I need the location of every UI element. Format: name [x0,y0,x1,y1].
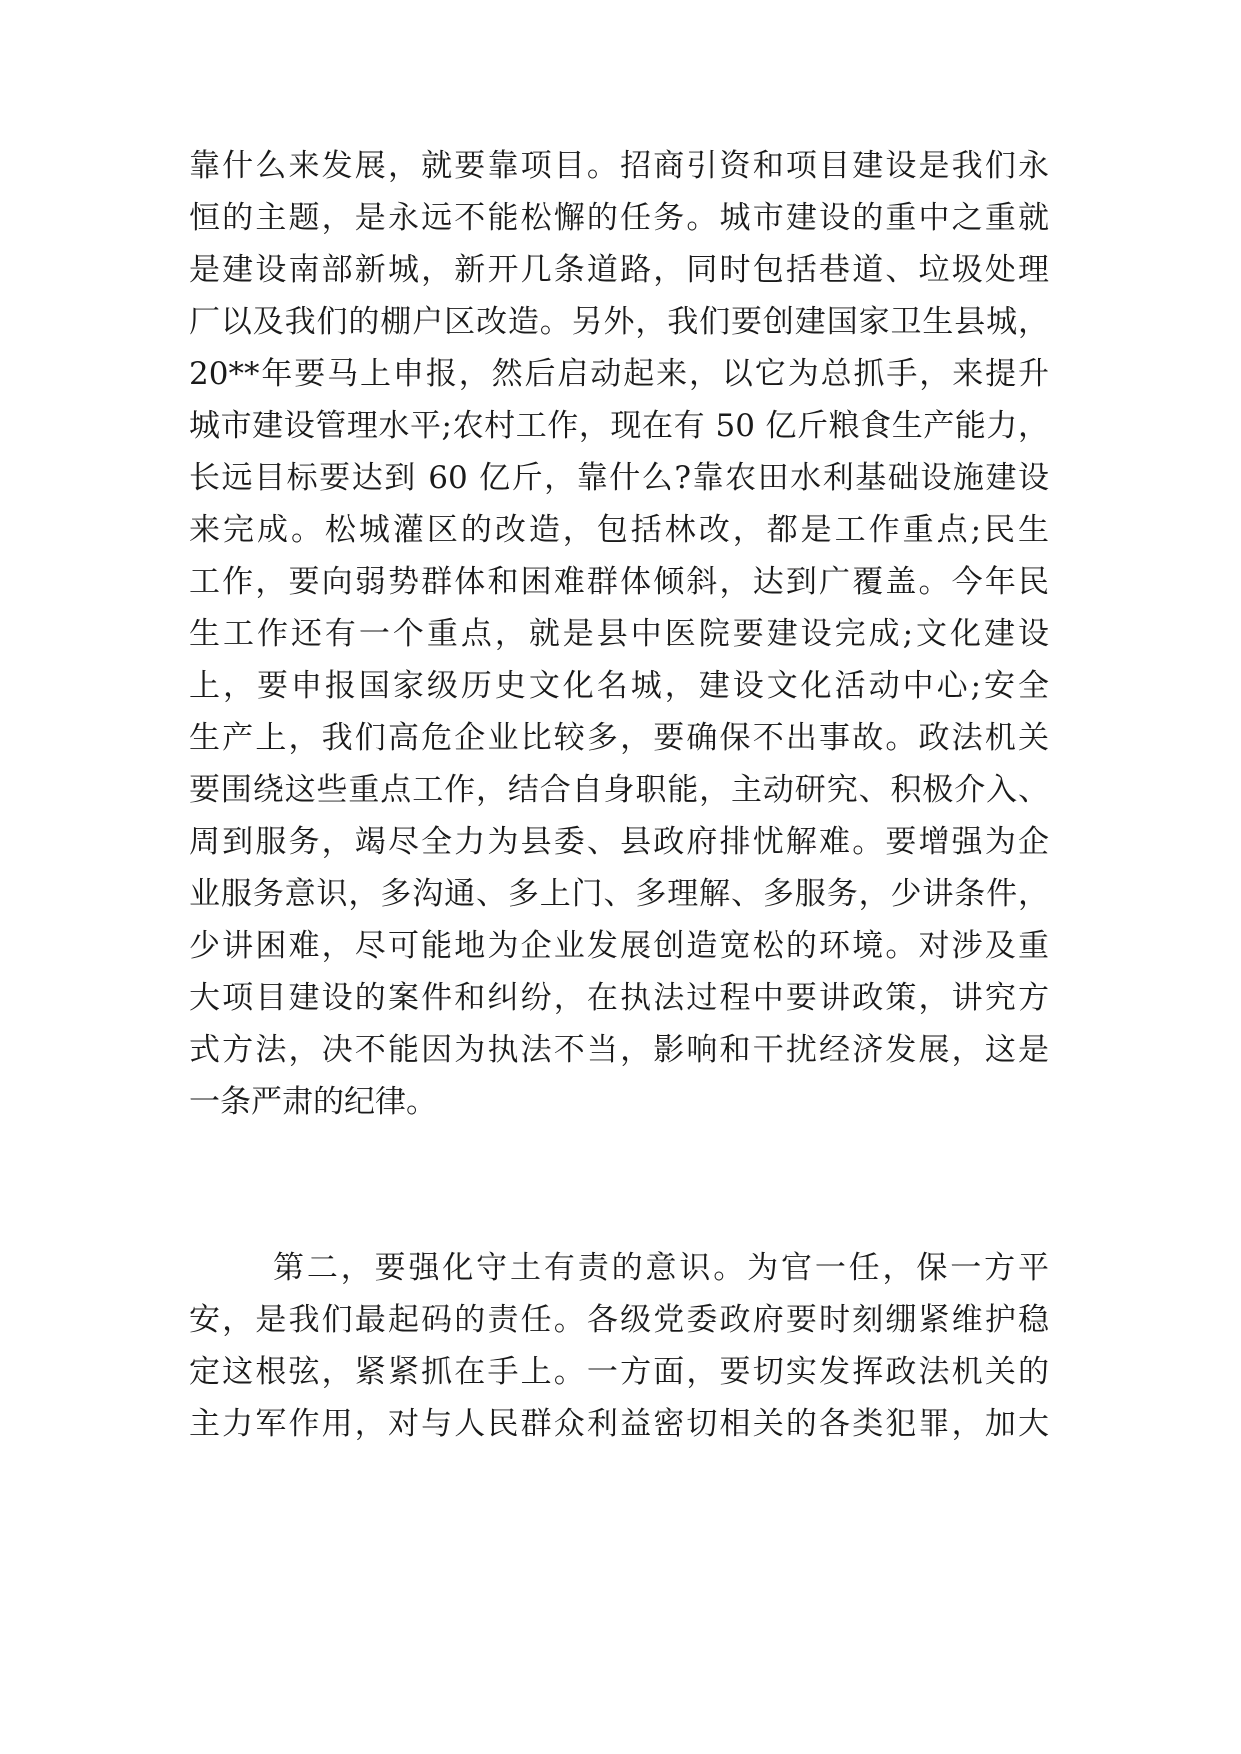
text-line: 城市建设管理水平;农村工作，现在有 50 亿斤粮食生产能力， [189,408,1049,444]
text-line: 生产上，我们高危企业比较多，要确保不出事故。政法机关 [189,720,1049,756]
text-line: 上，要申报国家级历史文化名城，建设文化活动中心;安全 [189,668,1049,704]
text-line: 长远目标要达到 60 亿斤，靠什么?靠农田水利基础设施建设 [189,460,1049,496]
text-line: 厂以及我们的棚户区改造。另外，我们要创建国家卫生县城， [189,304,1049,340]
text-line: 少讲困难，尽可能地为企业发展创造宽松的环境。对涉及重 [189,928,1049,964]
text-line: 来完成。松城灌区的改造，包括林改，都是工作重点;民生 [189,512,1049,548]
text-line: 式方法，决不能因为执法不当，影响和干扰经济发展，这是 [189,1032,1049,1068]
text-line: 20**年要马上申报，然后启动起来，以它为总抓手，来提升 [189,356,1049,392]
text-line: 业服务意识，多沟通、多上门、多理解、多服务，少讲条件， [189,876,1049,912]
text-line: 主力军作用，对与人民群众利益密切相关的各类犯罪，加大 [189,1406,1049,1442]
text-line: 周到服务，竭尽全力为县委、县政府排忧解难。要增强为企 [189,824,1049,860]
text-line: 要围绕这些重点工作，结合自身职能，主动研究、积极介入、 [189,772,1049,808]
text-line: 第二，要强化守土有责的意识。为官一任，保一方平 [273,1250,1049,1286]
text-line: 靠什么来发展，就要靠项目。招商引资和项目建设是我们永 [189,148,1049,184]
text-line: 恒的主题，是永远不能松懈的任务。城市建设的重中之重就 [189,200,1049,236]
text-line: 工作，要向弱势群体和困难群体倾斜，达到广覆盖。今年民 [189,564,1049,600]
text-line: 生工作还有一个重点，就是县中医院要建设完成;文化建设 [189,616,1049,652]
text-line: 安，是我们最起码的责任。各级党委政府要时刻绷紧维护稳 [189,1302,1049,1338]
text-line: 一条严肃的纪律。 [189,1084,437,1120]
text-line: 定这根弦，紧紧抓在手上。一方面，要切实发挥政法机关的 [189,1354,1049,1390]
text-line: 是建设南部新城，新开几条道路，同时包括巷道、垃圾处理 [189,252,1049,288]
text-line: 大项目建设的案件和纠纷，在执法过程中要讲政策，讲究方 [189,980,1049,1016]
